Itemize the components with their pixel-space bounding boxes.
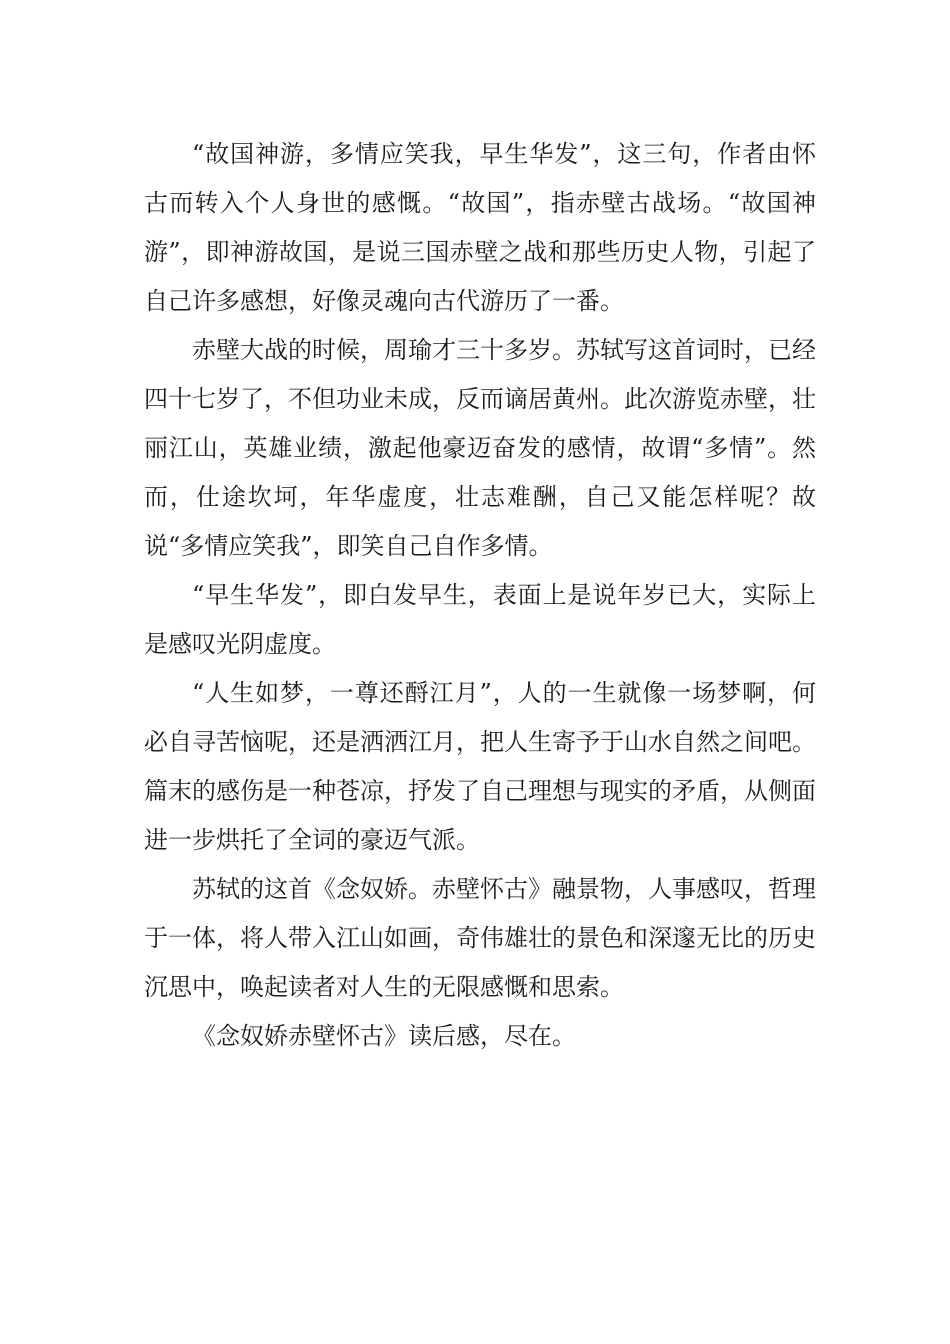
document-body: [144, 130, 816, 1061]
paragraph-1: “故国神游，多情应笑我，早生华发”，这三句，作者由怀古而转入个人身世的感慨。“故国”，指赤壁古战场。“故国神游”，即神游故国，是说三国赤壁之战和那些历史人物，引起了自己许多感想，好像灵魂向古代游历了一番。: [144, 140, 816, 315]
paragraph-6: 《念奴娇赤壁怀古》读后感，尽在。: [192, 1022, 576, 1050]
paragraph-3: “早生华发”，即白发早生，表面上是说年岁已大，实际上是感叹光阴虚度。: [144, 581, 816, 658]
paragraph-2: 赤壁大战的时候，周瑜才三十多岁。苏轼写这首词时，已经四十七岁了，不但功业未成，反而谪居黄州。此次游览赤壁，壮丽江山，英雄业绩，激起他豪迈奋发的感情，故谓“多情”。然而，仕途坎坷，年华虚度，壮志难酬，自己又能怎样呢？故说“多情应笑我”，即笑自己自作多情。: [144, 336, 816, 560]
paragraph-4: “人生如梦，一尊还酹江月”，人的一生就像一场梦啊，何必自寻苦恼呢，还是洒洒江月，把人生寄予于山水自然之间吧。篇末的感伤是一种苍凉，抒发了自己理想与现实的矛盾，从侧面进一步烘托了全词的豪迈气派。: [144, 679, 816, 854]
paragraph-5: 苏轼的这首《念奴娇。赤壁怀古》融景物，人事感叹，哲理于一体，将人带入江山如画，奇伟雄壮的景色和深邃无比的历史沉思中，唤起读者对人生的无限感慨和思索。: [144, 875, 816, 1001]
